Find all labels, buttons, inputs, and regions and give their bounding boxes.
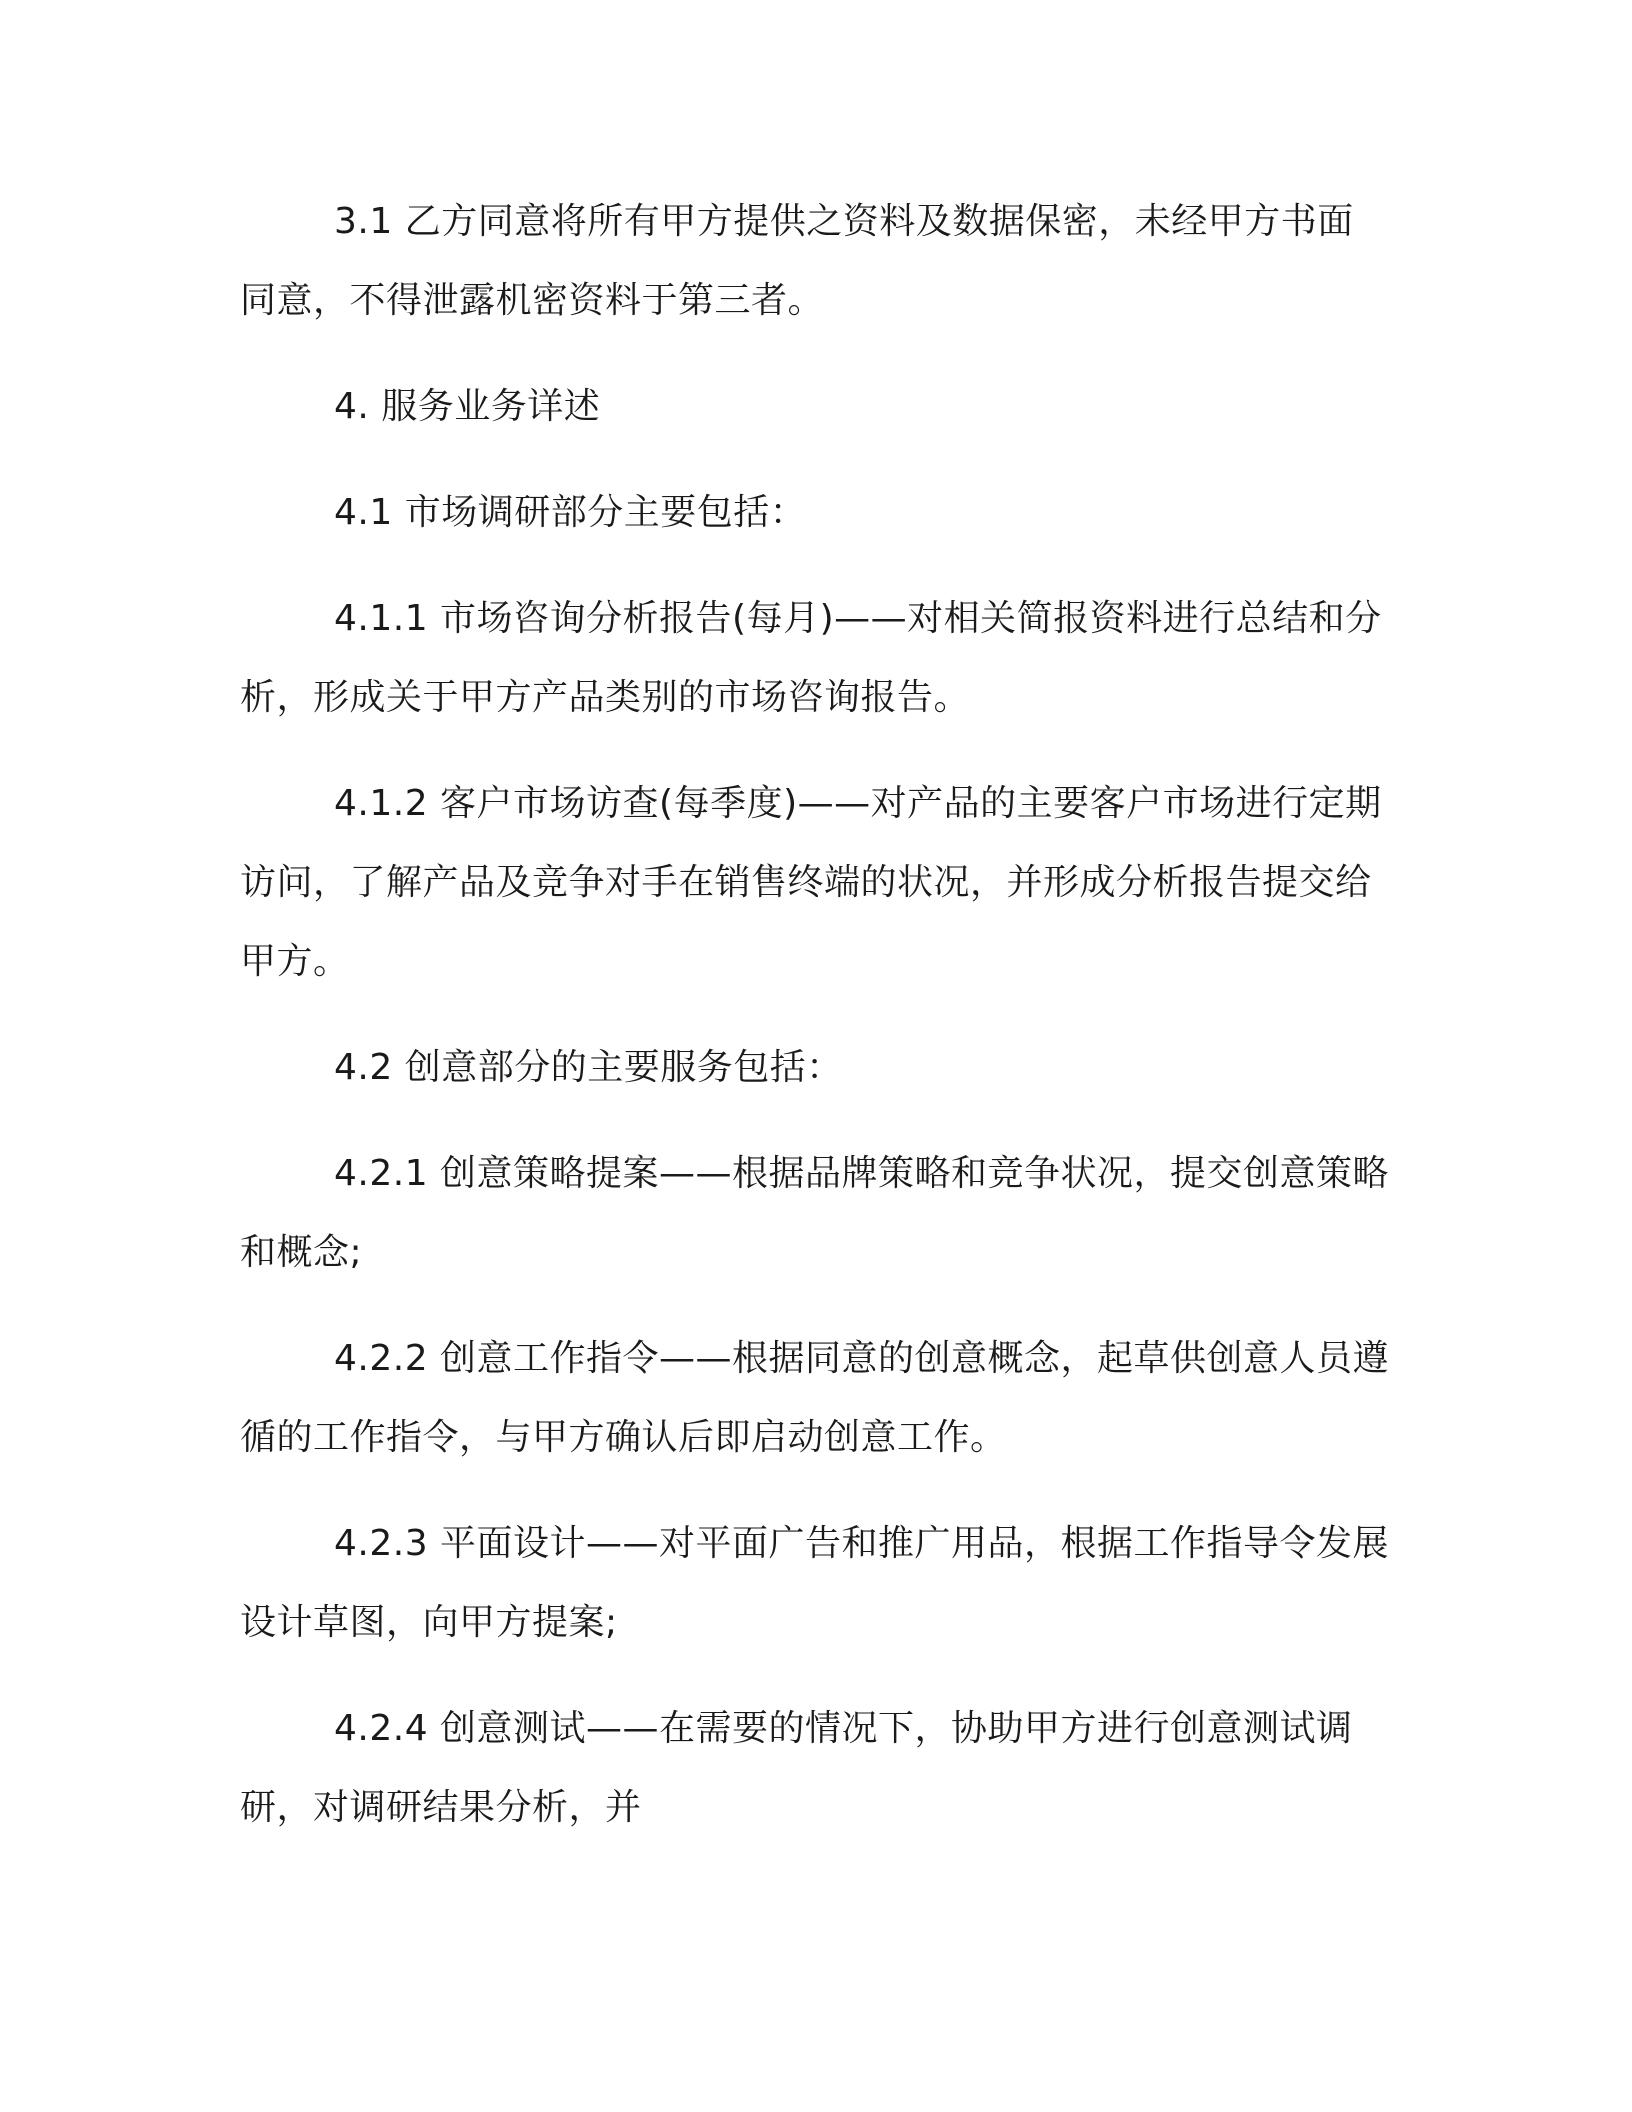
clause-4-2-4-creative-test: 4.2.4 创意测试——在需要的情况下，协助甲方进行创意测试调研，对调研结果分析，并: [240, 1708, 1353, 1828]
clause-4-1-1-market-report: 4.1.1 市场咨询分析报告(每月)——对相关简报资料进行总结和分析，形成关于甲方产品类别的市场咨询报告。: [240, 598, 1382, 718]
clause-4-1-2-customer-visit: 4.1.2 客户市场访查(每季度)——对产品的主要客户市场进行定期访问，了解产品及竞争对手在销售终端的状况，并形成分析报告提交给甲方。: [240, 783, 1382, 982]
clause-4-2-3-graphic-design: 4.2.3 平面设计——对平面广告和推广用品，根据工作指导令发展设计草图，向甲方提案;: [240, 1523, 1390, 1643]
clause-4-2-2-creative-brief: 4.2.2 创意工作指令——根据同意的创意概念，起草供创意人员遵循的工作指令，与甲方确认后即启动创意工作。: [240, 1338, 1390, 1458]
section-4-heading: 4. 服务业务详述: [334, 386, 601, 427]
clause-3-1-confidentiality: 3.1 乙方同意将所有甲方提供之资料及数据保密，未经甲方书面同意，不得泄露机密资料于第三者。: [240, 201, 1354, 321]
clause-4-2-1-creative-strategy: 4.2.1 创意策略提案——根据品牌策略和竞争状况，提交创意策略和概念;: [240, 1153, 1390, 1273]
clause-4-2-creative-services: 4.2 创意部分的主要服务包括：: [334, 1047, 843, 1088]
document-body: [240, 182, 1390, 1847]
clause-4-1-market-research: 4.1 市场调研部分主要包括：: [334, 492, 807, 533]
